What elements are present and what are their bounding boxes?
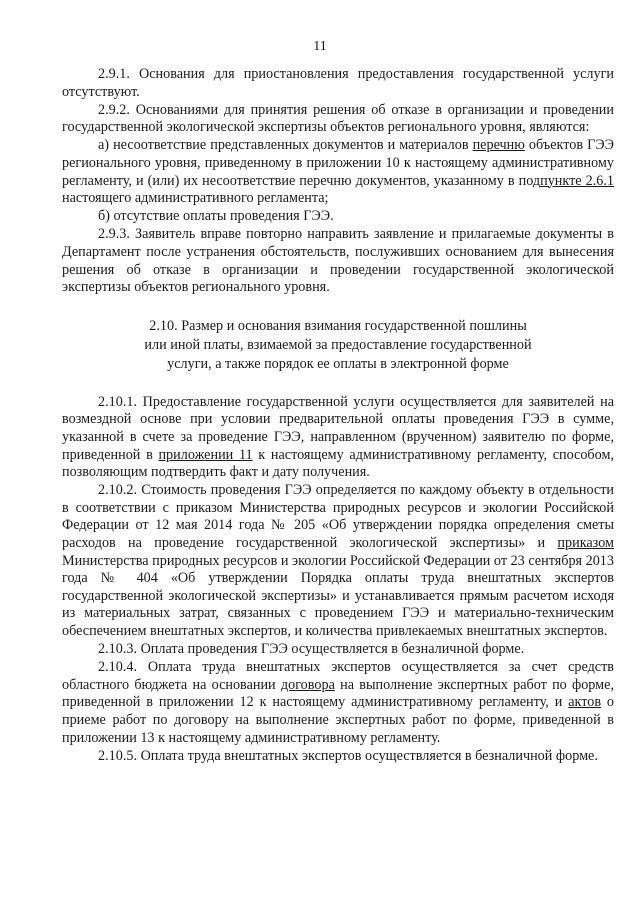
paragraph-2-9-2-b: б) отсутствие оплаты проведения ГЭЭ. [98, 208, 334, 225]
paragraph-2-10-2: 2.10.2. Стоимость проведения ГЭЭ определяется по каждому объекту в отдельности в соответствии с приказом Министерства природных ресурсов и экологии Российской Федерации от 12 мая 2014 года № 205 «Об утверждении порядка определения сметы расходов на проведение государственной экологической экспертизы» и приказом Министерства природных ресурсов и экологии Российской Федерации от 23 сентября 2013 года № 404 «Об утверждении Порядка оплаты труда внештатных экспертов государственной экологической экспертизы» и устанавливается прямым расчетом исходя из материальных затрат, связанных с проведением ГЭЭ и материально-техническим обеспечением внештатных экспертов, и количества привлекаемых внештатных экспертов. [62, 482, 614, 639]
paragraph-2-10-3: 2.10.3. Оплата проведения ГЭЭ осуществляется в безналичной форме. [98, 641, 525, 658]
paragraph-2-10-4: 2.10.4. Оплата труда внештатных экспертов осуществляется за счет средств областного бюджета на основании договора на выполнение экспертных работ по форме, приведенной в приложении 12 к настоящему административному регламенту, и актов о приеме работ по договору на выполнение экспертных работ по форме, приведенной в приложении 13 к настоящему административному регламенту. [62, 659, 615, 746]
paragraph-2-9-2-a: а) несоответствие представленных документов и материалов перечню объектов ГЭЭ регионального уровня, приведенному в приложении 10 к настоящему административному регламенту, и (или) их несоответствие перечню документов, указанному в подпункте 2.6.1 настоящего административного регламента; [62, 137, 615, 207]
link-dogovora[interactable]: договора [280, 676, 335, 693]
document-body [62, 66, 614, 766]
section-heading-2-10: 2.10. Размер и основания взимания государственной пошлины или иной платы, взимаемой за предоставление государственной услуги, а также порядок ее оплаты в электронной форме [144, 317, 532, 372]
paragraph-2-10-5: 2.10.5. Оплата труда внештатных экспертов осуществляется в безналичной форме. [98, 747, 598, 764]
paragraph-2-9-3: 2.9.3. Заявитель вправе повторно направить заявление и прилагаемые документы в Департамент после устранения обстоятельств, послуживших основанием для вынесения решения об отказе в организации и проведении государственной экологической экспертизы объектов регионального уровня. [62, 226, 614, 296]
paragraph-2-9-2: 2.9.2. Основаниями для принятия решения об отказе в организации и проведении государственной экологической экспертизы объектов регионального уровня, являются: [62, 101, 614, 136]
paragraph-2-10-1: 2.10.1. Предоставление государственной услуги осуществляется для заявителей на возмездной основе при условии предварительной оплаты проведения ГЭЭ в сумме, указанной в счете за проведение ГЭЭ, направленном (врученном) заявителю по форме, приведенной в приложении 11 к настоящему административному регламенту, способом, позволяющим подтвердить факт и дату получения. [62, 393, 614, 481]
link-prikazom[interactable]: приказом [557, 534, 614, 551]
link-aktov[interactable]: актов [568, 694, 602, 711]
link-perechnyu[interactable]: перечню [472, 137, 525, 154]
link-prilozhenie-11[interactable]: приложении 11 [158, 446, 253, 463]
link-punkt-2-6-1[interactable]: пункте 2.6.1 [540, 172, 615, 189]
paragraph-2-9-1: 2.9.1. Основания для приостановления предоставления государственной услуги отсутствуют. [62, 66, 614, 100]
page-number: 11 [313, 39, 327, 54]
